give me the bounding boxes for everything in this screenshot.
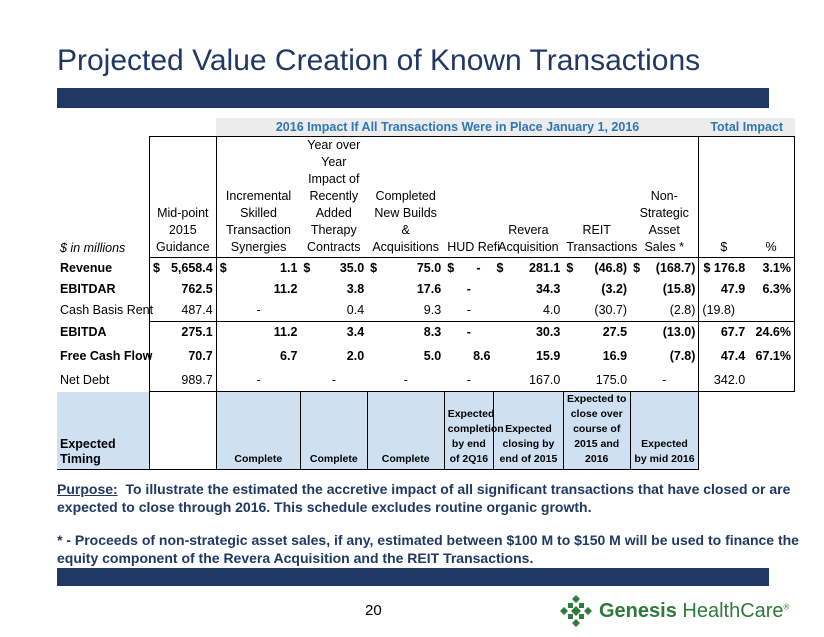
- table-cell: 11.2: [216, 279, 300, 300]
- slide-title: Projected Value Creation of Known Transactions: [57, 44, 701, 77]
- header-guidance: Mid-point 2015 Guidance: [149, 137, 216, 258]
- table-cell: 175.0: [563, 370, 630, 392]
- table-cell: [149, 258, 216, 280]
- table-cell: -: [466, 303, 471, 317]
- table-cell: 989.7: [149, 370, 216, 392]
- cell-value: 35.0: [339, 261, 365, 275]
- total-impact-header: Total Impact: [699, 118, 795, 137]
- table-row: [57, 322, 795, 344]
- table-cell: -: [367, 370, 444, 392]
- genesis-diamond-icon: [560, 595, 592, 627]
- table-cell: (13.0): [630, 322, 699, 344]
- table-cell: -: [466, 282, 471, 296]
- timing-cell: Expected completion by end of 2Q16: [444, 392, 493, 470]
- currency-symbol: $: [447, 261, 455, 275]
- table-cell: 67.1%: [748, 343, 794, 370]
- table-cell: 70.7: [149, 343, 216, 370]
- header-hud-refi: HUD Refi: [444, 137, 493, 258]
- purpose-lead: Purpose:: [57, 481, 118, 497]
- header-therapy: Year over Year Impact of Recently Added Therapy Contracts: [300, 137, 367, 258]
- header-units: $ in millions: [60, 240, 126, 255]
- currency-symbol: $: [370, 261, 378, 275]
- table-cell: [216, 258, 300, 280]
- page-number: 20: [365, 602, 382, 619]
- table-cell: 487.4: [149, 300, 216, 322]
- table-cell: -: [216, 300, 300, 322]
- currency-symbol: $: [496, 261, 504, 275]
- logo-wordmark: Genesis HealthCare®: [599, 599, 790, 622]
- data-rows: [57, 258, 795, 392]
- super-header-row: [57, 118, 795, 137]
- row-label: Cash Basis Rent: [60, 303, 154, 318]
- cell-value: (168.7): [655, 261, 696, 275]
- table-cell: 47.9: [699, 279, 748, 300]
- table-row: [57, 279, 795, 300]
- table-cell: 16.9: [602, 349, 628, 363]
- timing-empty: [699, 392, 748, 470]
- timing-cell: Expected by mid 2016: [630, 392, 699, 470]
- table-row: [57, 370, 795, 392]
- currency-symbol: $: [219, 261, 227, 275]
- value-creation-table: [57, 118, 795, 470]
- table-cell: [493, 258, 563, 280]
- table-cell: [444, 258, 493, 280]
- table-cell: 24.6%: [748, 322, 794, 344]
- table-cell: [367, 258, 444, 280]
- timing-cell: Complete: [216, 392, 300, 470]
- table-cell: 11.2: [216, 322, 300, 344]
- row-label: Revenue: [60, 260, 113, 275]
- currency-symbol: $: [633, 261, 641, 275]
- table-cell: 30.3: [493, 322, 563, 344]
- timing-label: Expected Timing: [57, 392, 149, 470]
- header-total-dollar: $: [699, 137, 748, 258]
- table-cell: -: [444, 370, 493, 392]
- header-reit: REIT Transactions: [563, 137, 630, 258]
- table-cell: [748, 300, 794, 322]
- table-cell: -: [300, 370, 367, 392]
- timing-guidance-blank: [149, 392, 216, 470]
- table-cell: (30.7): [594, 303, 628, 317]
- impact-header: 2016 Impact If All Transactions Were in Place January 1, 2016: [216, 118, 699, 137]
- table-cell: 3.8: [346, 282, 365, 296]
- table-cell: [563, 258, 630, 280]
- table-cell: 6.3%: [748, 279, 794, 300]
- table-cell: 4.0: [542, 303, 561, 317]
- table-cell: 9.3: [423, 303, 442, 317]
- table-cell: 2.0: [346, 349, 365, 363]
- table-cell: 27.5: [563, 322, 630, 344]
- table-cell: 17.6: [416, 282, 442, 296]
- header-revera: Revera Acquisition: [493, 137, 563, 258]
- table-cell: 3.1%: [748, 258, 794, 280]
- table-cell: (15.8): [630, 279, 699, 300]
- genesis-logo: [560, 594, 789, 628]
- bottom-band: [57, 568, 769, 586]
- table-cell: -: [216, 370, 300, 392]
- timing-cell: Complete: [300, 392, 367, 470]
- table-cell: 762.5: [149, 279, 216, 300]
- row-label: EBITDAR: [60, 282, 116, 296]
- cell-value: 281.1: [529, 261, 561, 275]
- header-new-builds: Completed New Builds & Acquisitions: [367, 137, 444, 258]
- header-total-percent: %: [748, 137, 794, 258]
- table-cell: 34.3: [535, 282, 561, 296]
- table-cell: (7.8): [630, 343, 699, 370]
- table-cell: 167.0: [493, 370, 563, 392]
- table-cell: -: [630, 370, 699, 392]
- table-row: [57, 258, 795, 280]
- column-header-row: [57, 137, 795, 258]
- table-cell: (3.2): [601, 282, 628, 296]
- table-row: [57, 300, 795, 322]
- timing-cell: Expected closing by end of 2015: [493, 392, 563, 470]
- timing-cell: Complete: [367, 392, 444, 470]
- cell-value: 1.1: [280, 261, 298, 275]
- purpose-body: To illustrate the estimated the accretive impact of all significant transactions that have closed or are expected to close through 2016. This schedule excludes routine organic growth.: [57, 481, 791, 515]
- table-cell: 3.4: [300, 322, 367, 344]
- currency-symbol: $: [566, 261, 574, 275]
- table-cell: 5.0: [423, 349, 442, 363]
- table-cell: 15.9: [535, 349, 561, 363]
- table-cell: $ 176.8: [699, 258, 748, 280]
- footnote: * - Proceeds of non-strategic asset sales, if any, estimated between $100 M to $150 M will be used to finance the equity component of the Revera Acquisition and the REIT Transactions.: [57, 532, 799, 566]
- table-cell: [748, 370, 794, 392]
- timing-empty: [748, 392, 794, 470]
- table-row: [57, 343, 795, 370]
- table-cell: [300, 258, 367, 280]
- cell-value: (46.8): [594, 261, 628, 275]
- table-cell: 8.6: [473, 349, 491, 363]
- header-asset-sales: Non-Strategic Asset Sales *: [630, 137, 699, 258]
- header-synergies: Incremental Skilled Transaction Synergies: [216, 137, 300, 258]
- table-cell: 6.7: [216, 343, 300, 370]
- currency-symbol: $: [152, 261, 160, 275]
- row-label: Net Debt: [60, 373, 110, 388]
- row-label: EBITDA: [60, 324, 107, 339]
- table-cell: 0.4: [346, 303, 365, 317]
- purpose-text: [57, 480, 802, 516]
- table-cell: 67.7: [699, 322, 748, 344]
- currency-symbol: $: [303, 261, 311, 275]
- row-label: Free Cash Flow: [60, 349, 153, 363]
- top-band: [57, 88, 769, 108]
- timing-row: [57, 392, 795, 470]
- table-cell: (19.8): [699, 300, 748, 322]
- cell-value: 5,658.4: [170, 261, 213, 275]
- table-cell: 8.3: [367, 322, 444, 344]
- timing-cell: Expected to close over course of 2015 and 2016: [563, 392, 630, 470]
- table-cell: 275.1: [149, 322, 216, 344]
- table-cell: -: [444, 322, 493, 344]
- table-cell: (2.8): [630, 300, 699, 322]
- cell-value: 75.0: [416, 261, 442, 275]
- cell-value: -: [476, 261, 481, 275]
- table-cell: 47.4: [699, 343, 748, 370]
- table-cell: [630, 258, 699, 280]
- table-cell: 342.0: [699, 370, 748, 392]
